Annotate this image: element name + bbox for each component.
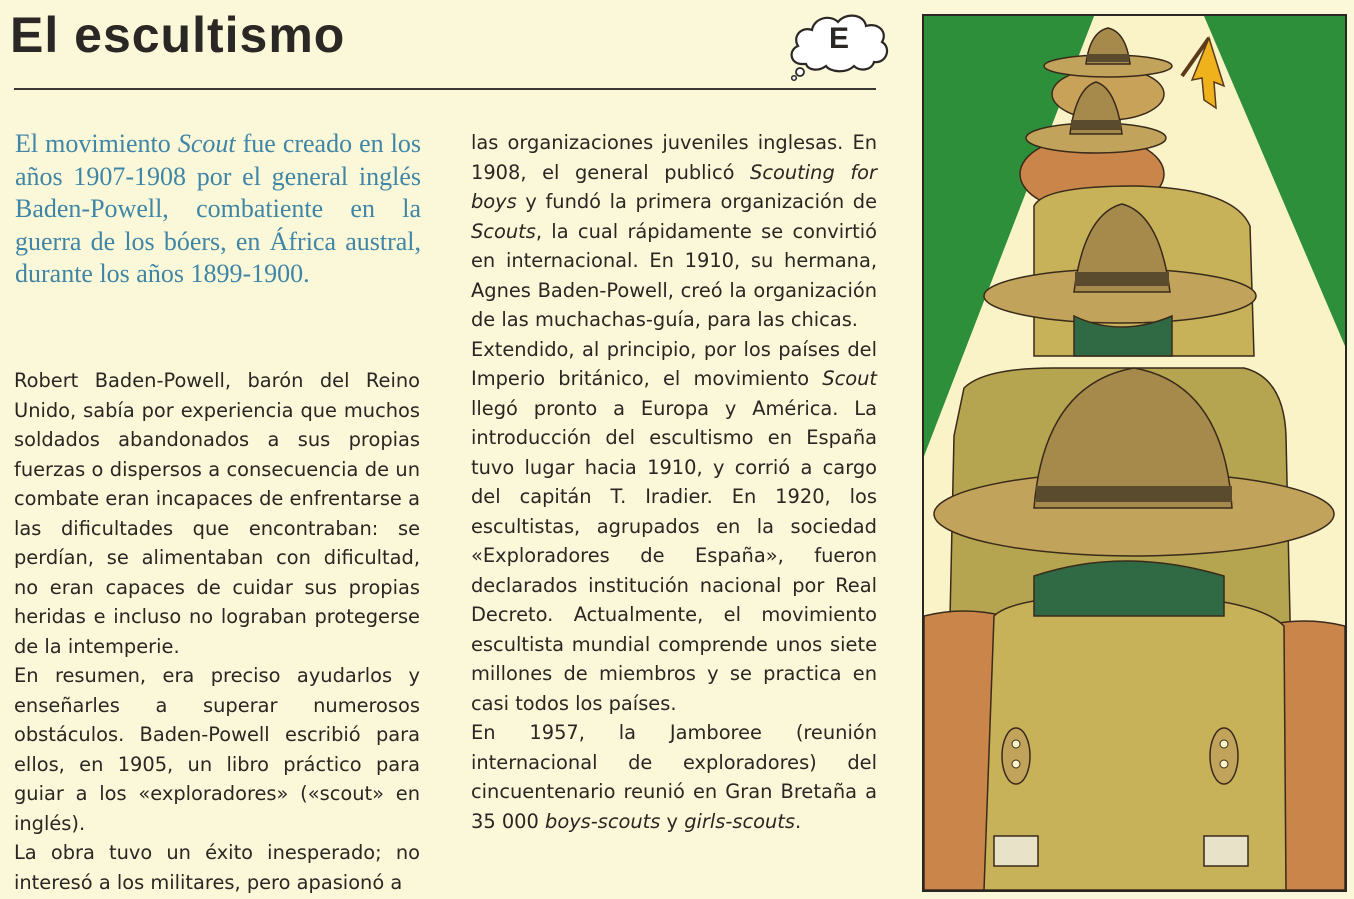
italic-text: boys-scouts (545, 809, 661, 833)
paragraph (14, 661, 420, 838)
right-text-column (471, 128, 877, 836)
text-run: y fundó la primera organización de (516, 190, 877, 213)
text-run: Extendido, al principio, por los países del Imperio británico, el movimiento (471, 337, 877, 390)
text-run: fue creado en los años 1907-1908 por el general inglés Baden-Powell, combatiente en la guerra de los bóers, en África austral, durante los años 1899-1900. (15, 129, 422, 289)
text-run: La obra tuvo un éxito inesperado; no interesó a los militares, pero apasionó a (14, 841, 420, 894)
paragraph (471, 335, 877, 719)
text-run: y (660, 809, 685, 833)
italic-text: Scouting for boys (471, 160, 877, 213)
text-run: llegó pronto a Europa y América. La introducción del escultismo en España tuvo lugar hacia 1910, y corrió a cargo del capitán T. Iradier. En 1920, los escultistas, agrupados en la sociedad «Exploradores de España», fueron declarados institución nacional por Real Decreto. Actualmente, el movimiento escultista mundial comprende unos siete millones de miembros y se practica en casi todos los países. (471, 396, 877, 715)
page-title: El escultismo (10, 7, 346, 63)
paragraph (471, 128, 877, 335)
italic-text: girls-scouts (684, 809, 795, 833)
text-run: En resumen, era preciso ayudarlos y enseñarles a superar numerosos obstáculos. Baden-Powell escribió para ellos, en 1905, un libro práctico para guiar a los «exploradores» («scout» en inglés). (14, 664, 420, 835)
text-run: Robert Baden-Powell, barón del Reino Unido, sabía por experiencia que muchos soldados abandonados a sus propias fuerzas o dispersos a consecuencia de un combate eran incapaces de enfrentarse a las dificultades que encontraban: se perdían, se alimentaban con dificultad, no eran capaces de cuidar sus propias heridas e incluso no lograban protegerse de la intemperie. (14, 369, 420, 658)
italic-text: Scout (177, 129, 236, 158)
italic-text: Scout (822, 367, 877, 390)
paragraph (14, 838, 420, 897)
text-run: , la cual rápidamente se convirtió en internacional. En 1910, su hermana, Agnes Baden-Powell, creó la organización de las muchachas-guía, para las chicas. (471, 219, 877, 331)
text-run: . (794, 809, 802, 833)
left-text-column (14, 366, 420, 897)
title-rule (14, 88, 876, 90)
text-run: El movimiento (15, 129, 178, 158)
badge-letter: E (828, 22, 849, 55)
italic-text: Scouts (471, 219, 536, 243)
text-run: las organizaciones juveniles inglesas. En 1908, el general publicó (471, 131, 877, 184)
paragraph (471, 718, 877, 836)
section-letter-badge (786, 8, 892, 82)
scouts-illustration (922, 14, 1347, 892)
text-run: En 1957, la Jamboree (reunión internacional de exploradores) del cincuentenario reunió en Gran Bretaña a 35 000 (471, 721, 877, 833)
paragraph (14, 366, 420, 661)
intro-paragraph (15, 128, 421, 291)
